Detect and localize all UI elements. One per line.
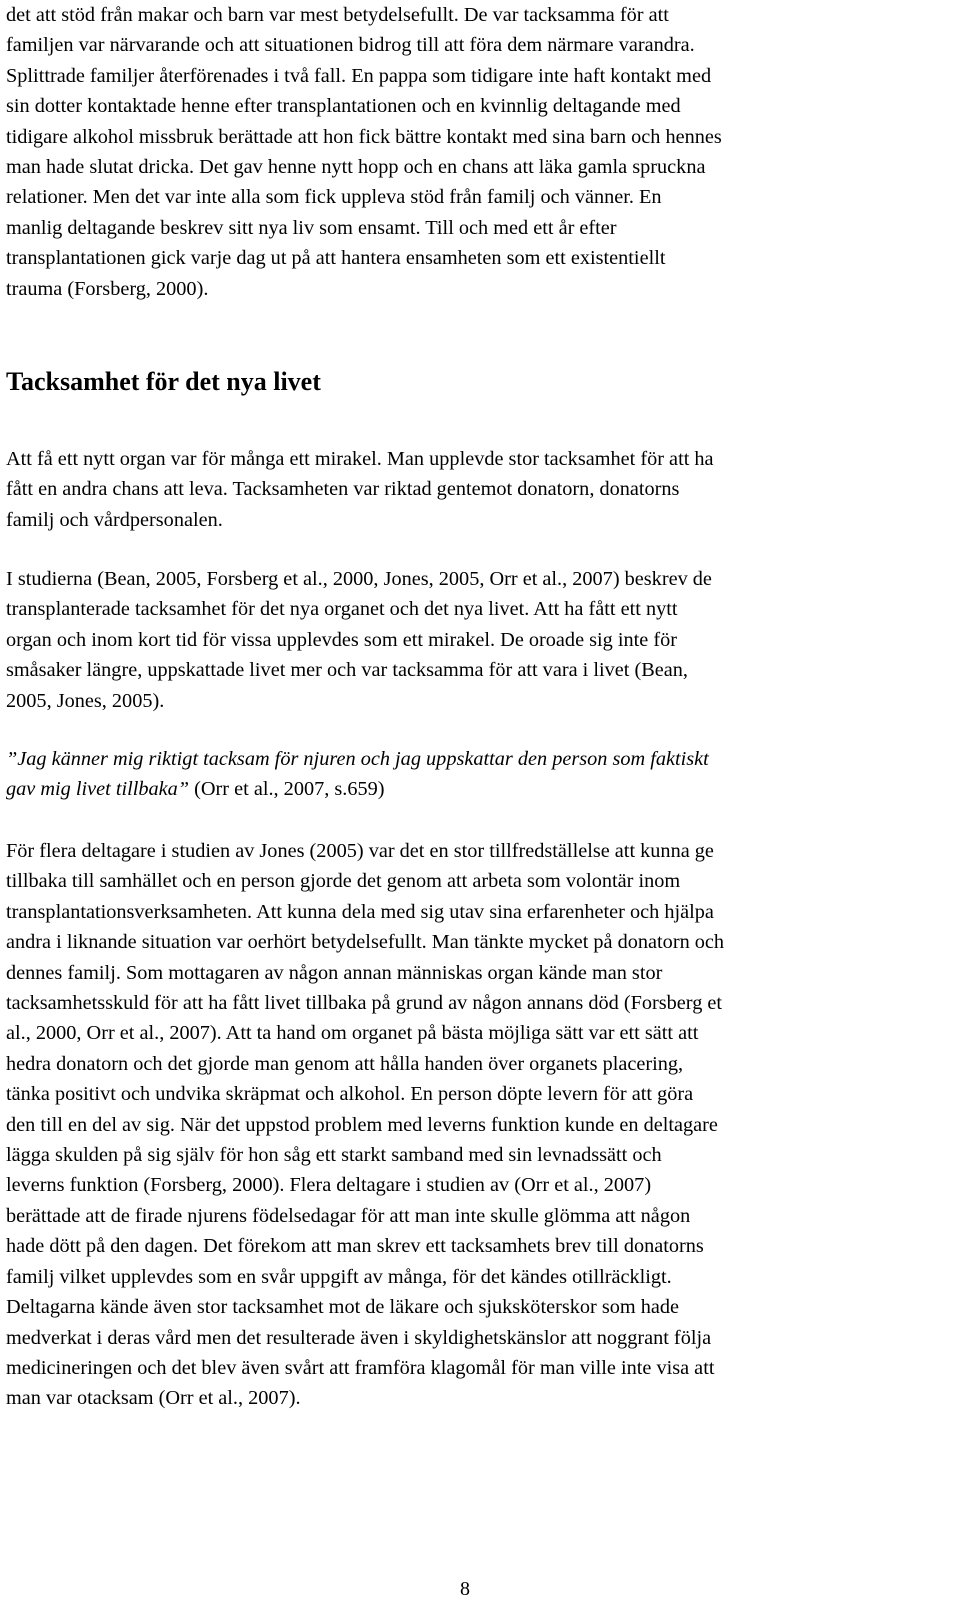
text-line: tillbaka till samhället och en person gjorde det genom att arbeta som volontär inom	[6, 870, 681, 893]
text-line: dennes familj. Som mottagaren av någon annan människas organ kände man stor	[6, 961, 663, 984]
quote-line: ”Jag känner mig riktigt tacksam för njuren och jag uppskattar den person som faktiskt	[6, 748, 709, 770]
text-line: medverkat i deras vård men det resulterade även i skyldighetskänslor att noggrant följa	[6, 1326, 712, 1349]
text-line: tänka positivt och undvika skräpmat och alkohol. En person döpte levern för att göra	[6, 1083, 694, 1106]
text-line: trauma (Forsberg, 2000).	[6, 277, 209, 300]
paragraph-jones	[6, 836, 936, 1414]
text-line: sin dotter kontaktade henne efter transplantationen och en kvinnlig deltagande med	[6, 95, 681, 118]
text-line: andra i liknande situation var oerhört betydelsefullt. Man tänkte mycket på donatorn och	[6, 931, 725, 954]
text-line: hade dött på den dagen. Det förekom att man skrev ett tacksamhets brev till donatorns	[6, 1235, 704, 1258]
text-line: medicineringen och det blev även svårt att framföra klagomål för man ville inte visa att	[6, 1356, 715, 1379]
text-line: relationer. Men det var inte alla som fick uppleva stöd från familj och vänner. En	[6, 186, 662, 209]
text-line: tacksamhetsskuld för att ha fått livet tillbaka på grund av någon annans död (Forsberg et	[6, 992, 723, 1015]
text-line: organ och inom kort tid för vissa upplevdes som ett mirakel. De oroade sig inte för	[6, 628, 678, 651]
text-line: familj och vårdpersonalen.	[6, 508, 223, 531]
text-line: transplantationen gick varje dag ut på att hantera ensamheten som ett existentiellt	[6, 247, 666, 270]
text-line: den till en del av sig. När det uppstod problem med leverns funktion kunde en deltagare	[6, 1113, 718, 1136]
text-line: leverns funktion (Forsberg, 2000). Flera deltagare i studien av (Orr et al., 2007)	[6, 1174, 652, 1197]
text-line: Splittrade familjer återförenades i två fall. En pappa som tidigare inte haft kontakt med	[6, 64, 712, 87]
section-heading: Tacksamhet för det nya livet	[6, 367, 321, 396]
text-line: manlig deltagande beskrev sitt nya liv som ensamt. Till och med ett år efter	[6, 216, 617, 239]
text-line: transplanterade tacksamhet för det nya organet och det nya livet. Att ha fått ett nytt	[6, 598, 678, 621]
text-line: lägga skulden på sig själv för hon såg ett starkt samband med sin levnadssätt och	[6, 1144, 662, 1167]
text-line: tidigare alkohol missbruk berättade att hon fick bättre kontakt med sina barn och hennes	[6, 125, 722, 148]
text-line: hedra donatorn och det gjorde man genom att hålla handen över organets placering,	[6, 1052, 684, 1075]
text-line: 2005, Jones, 2005).	[6, 689, 165, 712]
paragraph-miracle	[6, 444, 936, 535]
text-line: familj vilket upplevdes som en svår uppgift av många, för det kändes otillräckligt.	[6, 1265, 672, 1288]
text-line: Att få ett nytt organ var för många ett mirakel. Man upplevde stor tacksamhet för att ha	[6, 448, 714, 470]
text-line: det att stöd från makar och barn var mest betydelsefullt. De var tacksamma för att	[6, 4, 669, 26]
text-line: man hade slutat dricka. Det gav henne nytt hopp och en chans att läka gamla spruckna	[6, 156, 706, 179]
page-number: 8	[460, 1578, 470, 1600]
text-line: man var otacksam (Orr et al., 2007).	[6, 1387, 301, 1410]
paragraph-family-support	[6, 0, 936, 304]
text-line: familjen var närvarande och att situationen bidrog till att föra dem närmare varandra.	[6, 34, 695, 57]
quote-citation: (Orr et al., 2007, s.659)	[189, 778, 385, 801]
paragraph-studies	[6, 564, 936, 716]
block-quote	[6, 744, 936, 805]
text-line: transplantationsverksamheten. Att kunna dela med sig utav sina erfarenheter och hjälpa	[6, 900, 714, 923]
text-line: För flera deltagare i studien av Jones (2005) var det en stor tillfredställelse att kunna ge	[6, 840, 714, 862]
text-line: småsaker längre, uppskattade livet mer och var tacksamma för att vara i livet (Bean,	[6, 659, 688, 682]
quote-line	[6, 774, 936, 804]
quote-text: gav mig livet tillbaka”	[6, 778, 190, 801]
text-line: I studierna (Bean, 2005, Forsberg et al., 2000, Jones, 2005, Orr et al., 2007) beskrev de	[6, 568, 712, 590]
text-line: Deltagarna kände även stor tacksamhet mot de läkare och sjuksköterskor som hade	[6, 1296, 679, 1319]
text-line: al., 2000, Orr et al., 2007). Att ta hand om organet på bästa möjliga sätt var ett sätt att	[6, 1022, 699, 1045]
text-line: fått en andra chans att leva. Tacksamheten var riktad gentemot donatorn, donatorns	[6, 478, 680, 501]
text-line: berättade att de firade njurens födelsedagar för att man inte skulle glömma att någon	[6, 1204, 691, 1227]
